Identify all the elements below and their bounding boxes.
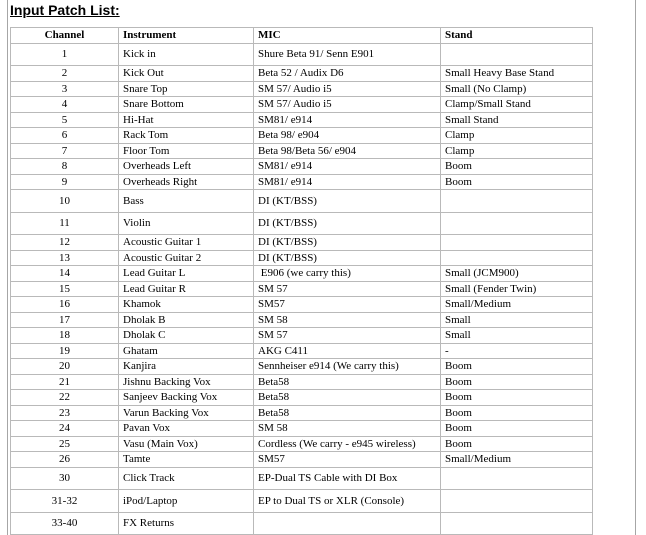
cell-mic: SM57 [254, 452, 441, 468]
cell-stand: Boom [441, 421, 593, 437]
cell-channel: 12 [11, 235, 119, 251]
cell-channel: 24 [11, 421, 119, 437]
cell-channel: 31-32 [11, 490, 119, 513]
input-patch-table [10, 27, 593, 535]
cell-instrument: Ghatam [119, 343, 254, 359]
cell-instrument: Overheads Left [119, 159, 254, 175]
cell-stand [441, 235, 593, 251]
cell-mic: SM 57/ Audio i5 [254, 97, 441, 113]
cell-stand [441, 512, 593, 535]
table-row [11, 97, 593, 113]
cell-instrument: Acoustic Guitar 1 [119, 235, 254, 251]
cell-mic: EP to Dual TS or XLR (Console) [254, 490, 441, 513]
cell-channel: 20 [11, 359, 119, 375]
cell-stand: Small/Medium [441, 452, 593, 468]
cell-stand: Boom [441, 436, 593, 452]
cell-channel: 3 [11, 81, 119, 97]
cell-instrument: Tamte [119, 452, 254, 468]
cell-stand: Boom [441, 390, 593, 406]
table-row [11, 143, 593, 159]
cell-stand: Clamp/Small Stand [441, 97, 593, 113]
cell-mic: SM 57/ Audio i5 [254, 81, 441, 97]
cell-stand: Small Stand [441, 112, 593, 128]
cell-channel: 18 [11, 328, 119, 344]
cell-instrument: Rack Tom [119, 128, 254, 144]
cell-instrument: Kanjira [119, 359, 254, 375]
cell-mic: Beta58 [254, 390, 441, 406]
cell-stand: Small [441, 328, 593, 344]
table-row [11, 297, 593, 313]
cell-channel: 10 [11, 190, 119, 213]
cell-instrument: Sanjeev Backing Vox [119, 390, 254, 406]
table-row [11, 81, 593, 97]
cell-channel: 14 [11, 266, 119, 282]
cell-channel: 33-40 [11, 512, 119, 535]
cell-mic: AKG C411 [254, 343, 441, 359]
cell-mic: Beta58 [254, 374, 441, 390]
cell-instrument: Click Track [119, 467, 254, 490]
table-row [11, 490, 593, 513]
cell-channel: 7 [11, 143, 119, 159]
table-row [11, 281, 593, 297]
cell-mic: Beta 52 / Audix D6 [254, 66, 441, 82]
cell-stand: Boom [441, 174, 593, 190]
table-row [11, 235, 593, 251]
cell-stand: Small/Medium [441, 297, 593, 313]
cell-mic: E906 (we carry this) [254, 266, 441, 282]
header-row [11, 28, 593, 44]
cell-instrument: Vasu (Main Vox) [119, 436, 254, 452]
cell-stand: Boom [441, 374, 593, 390]
cell-instrument: Kick in [119, 43, 254, 66]
table-row [11, 250, 593, 266]
table-row [11, 467, 593, 490]
column-header-mic: MIC [254, 28, 441, 44]
cell-channel: 15 [11, 281, 119, 297]
cell-instrument: Lead Guitar L [119, 266, 254, 282]
cell-channel: 5 [11, 112, 119, 128]
cell-channel: 22 [11, 390, 119, 406]
cell-stand: Clamp [441, 128, 593, 144]
cell-mic [254, 512, 441, 535]
cell-channel: 1 [11, 43, 119, 66]
cell-stand: Small (JCM900) [441, 266, 593, 282]
cell-channel: 4 [11, 97, 119, 113]
table-row [11, 128, 593, 144]
cell-instrument: Khamok [119, 297, 254, 313]
cell-instrument: Bass [119, 190, 254, 213]
cell-channel: 16 [11, 297, 119, 313]
table-row [11, 343, 593, 359]
cell-channel: 19 [11, 343, 119, 359]
cell-channel: 23 [11, 405, 119, 421]
cell-instrument: Overheads Right [119, 174, 254, 190]
cell-channel: 30 [11, 467, 119, 490]
column-header-channel: Channel [11, 28, 119, 44]
cell-channel: 2 [11, 66, 119, 82]
cell-channel: 11 [11, 212, 119, 235]
cell-stand [441, 212, 593, 235]
cell-channel: 26 [11, 452, 119, 468]
cell-instrument: Floor Tom [119, 143, 254, 159]
cell-stand [441, 250, 593, 266]
cell-mic: SM81/ e914 [254, 112, 441, 128]
table-row [11, 436, 593, 452]
cell-mic: SM81/ e914 [254, 174, 441, 190]
page-title: Input Patch List: [10, 2, 120, 18]
table-row [11, 190, 593, 213]
cell-stand: Small [441, 312, 593, 328]
table-row [11, 112, 593, 128]
cell-mic: SM57 [254, 297, 441, 313]
table-row [11, 512, 593, 535]
cell-stand [441, 467, 593, 490]
cell-instrument: Lead Guitar R [119, 281, 254, 297]
cell-instrument: Hi-Hat [119, 112, 254, 128]
table-row [11, 421, 593, 437]
cell-stand: Boom [441, 405, 593, 421]
cell-instrument: Dholak C [119, 328, 254, 344]
cell-stand: - [441, 343, 593, 359]
cell-channel: 9 [11, 174, 119, 190]
cell-instrument: Pavan Vox [119, 421, 254, 437]
page-right-edge-line [635, 0, 636, 535]
cell-mic: Sennheiser e914 (We carry this) [254, 359, 441, 375]
cell-instrument: Acoustic Guitar 2 [119, 250, 254, 266]
cell-stand [441, 190, 593, 213]
table-row [11, 174, 593, 190]
cell-mic: DI (KT/BSS) [254, 235, 441, 251]
cell-mic: EP-Dual TS Cable with DI Box [254, 467, 441, 490]
table-row [11, 159, 593, 175]
column-header-stand: Stand [441, 28, 593, 44]
cell-channel: 25 [11, 436, 119, 452]
page-left-edge-line [7, 0, 8, 535]
table-row [11, 212, 593, 235]
cell-stand: Small (Fender Twin) [441, 281, 593, 297]
table-row [11, 43, 593, 66]
cell-stand: Small Heavy Base Stand [441, 66, 593, 82]
cell-instrument: Varun Backing Vox [119, 405, 254, 421]
table-body [11, 43, 593, 535]
cell-mic: SM 58 [254, 312, 441, 328]
cell-stand [441, 490, 593, 513]
cell-mic: DI (KT/BSS) [254, 190, 441, 213]
table-row [11, 66, 593, 82]
table-header [11, 28, 593, 44]
cell-mic: Beta 98/ e904 [254, 128, 441, 144]
cell-stand: Boom [441, 159, 593, 175]
cell-mic: Cordless (We carry - e945 wireless) [254, 436, 441, 452]
table-row [11, 405, 593, 421]
cell-instrument: Dholak B [119, 312, 254, 328]
table-row [11, 328, 593, 344]
cell-instrument: Snare Bottom [119, 97, 254, 113]
cell-channel: 13 [11, 250, 119, 266]
cell-stand: Clamp [441, 143, 593, 159]
cell-channel: 21 [11, 374, 119, 390]
table-row [11, 312, 593, 328]
cell-instrument: Violin [119, 212, 254, 235]
cell-channel: 6 [11, 128, 119, 144]
cell-mic: Shure Beta 91/ Senn E901 [254, 43, 441, 66]
cell-mic: DI (KT/BSS) [254, 250, 441, 266]
table-row [11, 359, 593, 375]
table-row [11, 374, 593, 390]
table-row [11, 390, 593, 406]
cell-instrument: iPod/Laptop [119, 490, 254, 513]
cell-instrument: FX Returns [119, 512, 254, 535]
cell-channel: 17 [11, 312, 119, 328]
cell-stand [441, 43, 593, 66]
cell-mic: Beta58 [254, 405, 441, 421]
column-header-instrument: Instrument [119, 28, 254, 44]
cell-mic: SM 57 [254, 281, 441, 297]
cell-mic: SM81/ e914 [254, 159, 441, 175]
cell-instrument: Jishnu Backing Vox [119, 374, 254, 390]
cell-mic: SM 57 [254, 328, 441, 344]
cell-stand: Small (No Clamp) [441, 81, 593, 97]
cell-instrument: Kick Out [119, 66, 254, 82]
cell-instrument: Snare Top [119, 81, 254, 97]
table-row [11, 266, 593, 282]
cell-stand: Boom [441, 359, 593, 375]
cell-mic: DI (KT/BSS) [254, 212, 441, 235]
cell-channel: 8 [11, 159, 119, 175]
cell-mic: SM 58 [254, 421, 441, 437]
cell-mic: Beta 98/Beta 56/ e904 [254, 143, 441, 159]
table-row [11, 452, 593, 468]
